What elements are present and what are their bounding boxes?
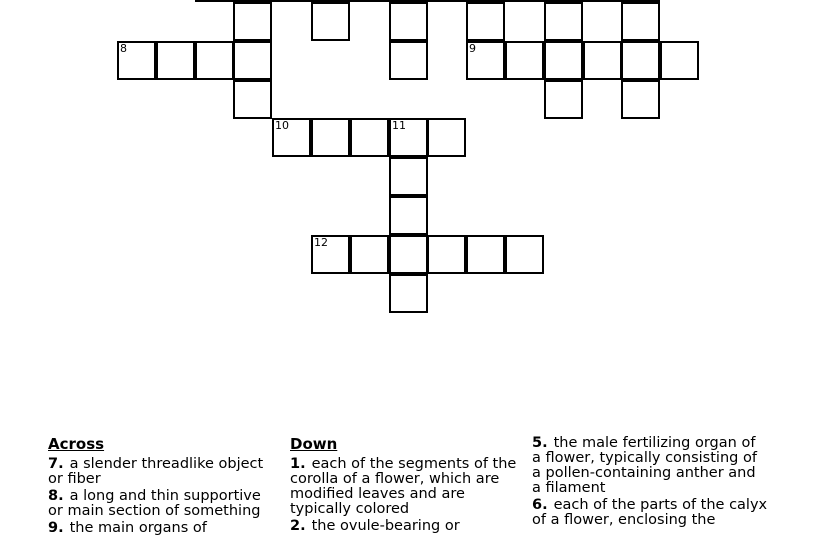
grid-cell [466, 235, 505, 274]
grid-cell [621, 2, 660, 41]
grid-cell [311, 118, 350, 157]
clue-number: 8 [120, 42, 127, 55]
down-clues-continued [532, 436, 768, 530]
clue-down-2: 2. the ovule-bearing or [290, 518, 460, 534]
grid-cell [350, 235, 389, 274]
grid-cell [350, 0, 389, 2]
clue-down-1: 1. each of the segments of the corolla of a flower, which are modified leaves and are typically colored [290, 456, 517, 517]
grid-cell [583, 0, 622, 2]
grid-cell [389, 157, 428, 196]
clue-down-5: 5. the male fertilizing organ of a flower, typically consisting of a pollen-containing anther and a filament [532, 435, 757, 496]
grid-cell [350, 118, 389, 157]
grid-cell [233, 41, 272, 80]
grid-cell [233, 2, 272, 41]
grid-cell [544, 2, 583, 41]
grid-cell [389, 274, 428, 313]
grid-cell [389, 41, 428, 80]
grid-cell [621, 41, 660, 80]
grid-cell [621, 80, 660, 119]
clue-number: 12 [314, 236, 328, 249]
grid-cell [583, 41, 622, 80]
grid-cell [544, 80, 583, 119]
grid-cell [233, 80, 272, 119]
grid-cell [195, 41, 234, 80]
clue-number: 9 [469, 42, 476, 55]
grid-cell [389, 235, 428, 274]
clue-across-9: 9. the main organs of [48, 520, 207, 536]
grid-cell [505, 235, 544, 274]
grid-cell [272, 0, 311, 2]
grid-cell [311, 235, 350, 274]
clue-number: 10 [275, 119, 289, 132]
clue-number: 11 [392, 119, 406, 132]
grid-cell [311, 2, 350, 41]
across-heading: Across [48, 435, 105, 453]
grid-cell [544, 41, 583, 80]
grid-cell [156, 41, 195, 80]
grid-cell [427, 118, 466, 157]
clue-across-7: 7. a slender threadlike object or fiber [48, 456, 264, 487]
grid-cell [117, 41, 156, 80]
grid-cell [505, 0, 544, 2]
down-clues [290, 436, 526, 536]
grid-cell [389, 2, 428, 41]
grid-cell [427, 0, 466, 2]
grid-cell [660, 41, 699, 80]
down-heading: Down [290, 435, 338, 453]
grid-cell [466, 2, 505, 41]
clue-across-8: 8. a long and thin supportive or main section of something [48, 488, 261, 519]
grid-cell [272, 118, 311, 157]
across-clues [48, 436, 273, 538]
grid-cell [195, 0, 234, 2]
grid-cell [389, 118, 428, 157]
grid-cell [427, 235, 466, 274]
grid-cell [389, 196, 428, 235]
grid-cell [505, 41, 544, 80]
clue-down-6: 6. each of the parts of the calyx of a flower, enclosing the [532, 497, 768, 528]
grid-cell [466, 41, 505, 80]
